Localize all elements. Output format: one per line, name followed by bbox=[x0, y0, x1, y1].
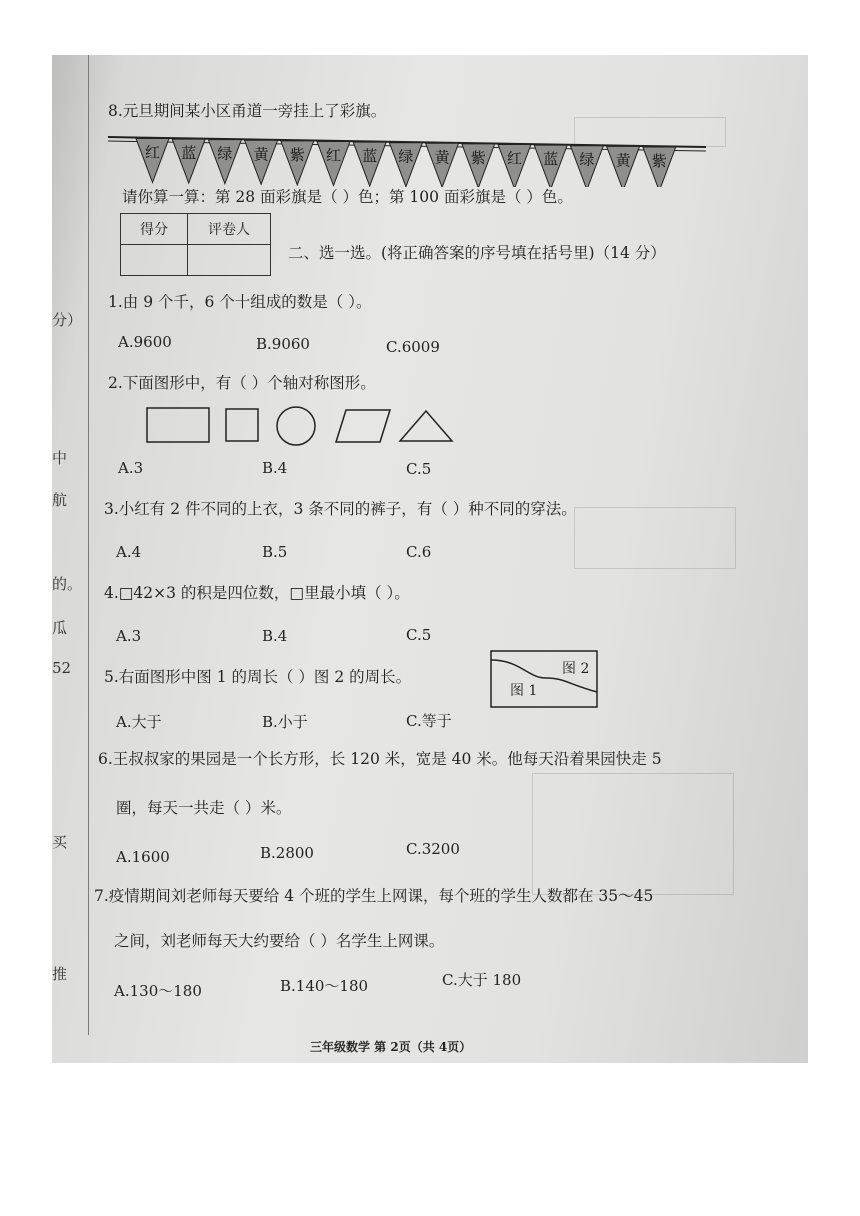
flag-label: 绿 bbox=[217, 144, 233, 163]
flag-label: 紫 bbox=[470, 148, 486, 167]
question-7: 7.疫情期间刘老师每天要给 4 个班的学生上网课，每个班的学生人数都在 35～45 bbox=[94, 887, 654, 905]
flag-label: 黄 bbox=[253, 145, 269, 164]
perimeter-figure bbox=[490, 650, 600, 714]
option-c: C.3200 bbox=[406, 840, 460, 858]
circle-shape bbox=[277, 407, 315, 445]
flag-label: 红 bbox=[325, 146, 342, 165]
q8-question: 请你算一算：第 28 面彩旗是（ ）色；第 100 面彩旗是（ ）色。 bbox=[122, 188, 573, 206]
flag-label: 蓝 bbox=[543, 150, 559, 169]
option-c: C.5 bbox=[406, 460, 432, 478]
margin-fragment: 分） bbox=[52, 311, 83, 329]
option-b: B.140～180 bbox=[280, 977, 369, 995]
flag-label: 黄 bbox=[615, 151, 631, 170]
option-b: B.2800 bbox=[260, 844, 314, 862]
parallelogram-shape bbox=[336, 410, 390, 442]
option-a: A.1600 bbox=[116, 848, 170, 866]
grader-header: 评卷人 bbox=[188, 214, 271, 245]
option-a: A.4 bbox=[116, 543, 142, 561]
option-a: A.9600 bbox=[118, 333, 172, 351]
figure-1-label: 图 1 bbox=[510, 683, 538, 699]
option-a: A.大于 bbox=[116, 713, 162, 731]
margin-fragment: 买 bbox=[52, 833, 68, 851]
shapes-figure bbox=[146, 406, 456, 448]
flag-label: 紫 bbox=[651, 151, 667, 170]
option-a: A.130～180 bbox=[114, 982, 202, 1000]
option-b: B.小于 bbox=[262, 713, 308, 731]
option-b: B.4 bbox=[262, 627, 288, 645]
flag-label: 蓝 bbox=[181, 144, 197, 163]
page-footer: 三年级数学 第 2页（共 4页） bbox=[310, 1040, 472, 1054]
square-shape bbox=[226, 409, 258, 441]
binding-line bbox=[88, 55, 89, 1035]
question-7-cont: 之间，刘老师每天大约要给（ ）名学生上网课。 bbox=[114, 932, 445, 950]
question-3: 3.小红有 2 件不同的上衣，3 条不同的裤子，有（ ）种不同的穿法。 bbox=[104, 500, 577, 518]
margin-fragment: 52 bbox=[52, 659, 72, 677]
scanned-page bbox=[52, 55, 808, 1063]
section-title: 二、选一选。(将正确答案的序号填在括号里)（14 分） bbox=[288, 244, 666, 262]
flag-label: 红 bbox=[144, 143, 161, 162]
option-b: B.9060 bbox=[256, 335, 310, 353]
score-table bbox=[120, 213, 271, 276]
flag-label: 黄 bbox=[434, 148, 450, 167]
flag-label: 紫 bbox=[289, 145, 305, 164]
option-c: C.5 bbox=[406, 626, 432, 644]
triangle-shape bbox=[400, 411, 452, 441]
flag-label: 红 bbox=[506, 149, 523, 168]
figure-2-label: 图 2 bbox=[562, 661, 590, 677]
margin-fragment: 瓜 bbox=[52, 619, 68, 637]
grader-cell bbox=[188, 245, 271, 276]
flag-label: 蓝 bbox=[362, 147, 378, 166]
flag-banner bbox=[108, 125, 708, 191]
score-header: 得分 bbox=[121, 214, 188, 245]
option-b: B.4 bbox=[262, 459, 288, 477]
option-a: A.3 bbox=[118, 459, 144, 477]
question-6-cont: 圈，每天一共走（ ）米。 bbox=[116, 799, 292, 817]
option-c: C.大于 180 bbox=[442, 971, 522, 989]
option-c: C.6 bbox=[406, 543, 432, 561]
question-5: 5.右面图形中图 1 的周长（ ）图 2 的周长。 bbox=[104, 668, 412, 686]
question-1: 1.由 9 个千，6 个十组成的数是（ ）。 bbox=[108, 293, 372, 311]
score-cell bbox=[121, 245, 188, 276]
margin-fragment: 的。 bbox=[52, 575, 83, 593]
option-c: C.等于 bbox=[406, 712, 452, 730]
question-2: 2.下面图形中，有（ ）个轴对称图形。 bbox=[108, 374, 376, 392]
margin-fragment: 推 bbox=[52, 965, 68, 983]
rectangle-shape bbox=[147, 408, 209, 442]
option-c: C.6009 bbox=[386, 338, 440, 356]
q8-prompt: 8.元旦期间某小区甬道一旁挂上了彩旗。 bbox=[108, 102, 387, 120]
option-b: B.5 bbox=[262, 543, 288, 561]
question-4: 4.□42×3 的积是四位数，□里最小填（ ）。 bbox=[104, 584, 410, 602]
flag-label: 绿 bbox=[579, 150, 595, 169]
option-a: A.3 bbox=[116, 627, 142, 645]
margin-fragment: 中 bbox=[52, 449, 68, 467]
question-6: 6.王叔叔家的果园是一个长方形，长 120 米，宽是 40 米。他每天沿着果园快走 5 bbox=[98, 750, 662, 768]
flag-label: 绿 bbox=[398, 147, 414, 166]
margin-fragment: 航 bbox=[52, 491, 68, 509]
